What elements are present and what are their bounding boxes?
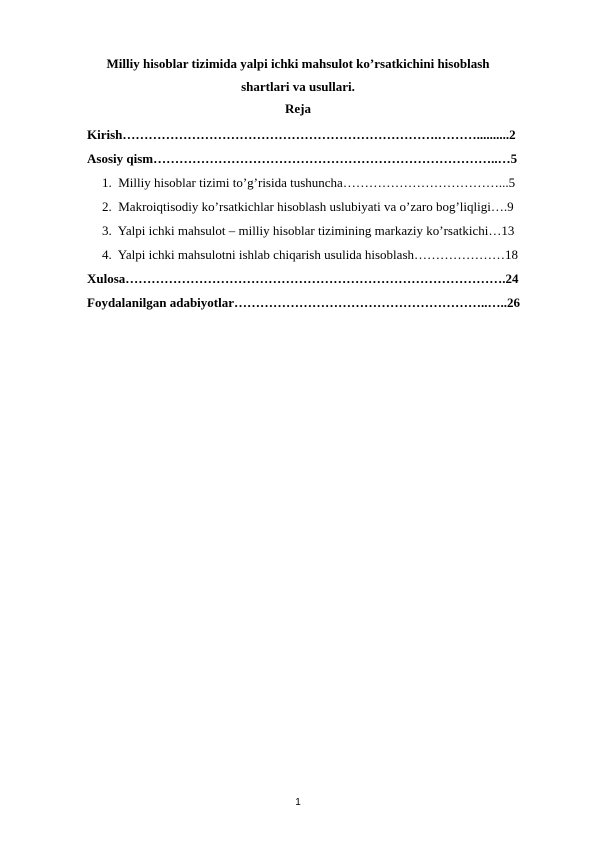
toc-entry-conclusion: Xulosa…………………………………………………………………………….24 — [87, 271, 519, 286]
page-number: 1 — [295, 797, 301, 808]
toc-subentry-text: Milliy hisoblar tizimi to’g’risida tushuncha………………………………...5 — [118, 175, 516, 190]
toc-subentry-number: 4. — [102, 247, 112, 262]
toc-subentry-number: 3. — [102, 223, 112, 238]
plan-heading: Reja — [285, 101, 311, 116]
document-title-line-1: Milliy hisoblar tizimida yalpi ichki mahsulot ko’rsatkichini hisoblash — [106, 56, 490, 71]
toc-entry-intro: Kirish……………………………………………………………….………..........2 — [87, 127, 516, 142]
toc-subentry — [102, 199, 514, 215]
toc-subentry-text: Yalpi ichki mahsulot – milliy hisoblar tizimining markaziy ko’rsatkichi…13 — [117, 223, 515, 238]
toc-subentry-number: 2. — [102, 199, 112, 214]
toc-subentry — [102, 247, 518, 263]
document-title-line-2: shartlari va usullari. — [241, 79, 355, 94]
toc-subentry — [102, 223, 514, 239]
toc-subentry-text: Makroiqtisodiy ko’rsatkichlar hisoblash uslubiyati va o’zaro bog’liqligi….9 — [118, 199, 514, 214]
toc-entry-main-part: Asosiy qism……………………………………………………………………..…5 — [87, 151, 518, 166]
toc-subentry — [102, 175, 515, 191]
toc-subentry-number: 1. — [102, 175, 112, 190]
toc-entry-references: Foydalanilgan adabiyotlar…………………………………………………..…..26 — [87, 295, 520, 310]
toc-subentry-text: Yalpi ichki mahsulotni ishlab chiqarish usulida hisoblash…………………18 — [117, 247, 519, 262]
